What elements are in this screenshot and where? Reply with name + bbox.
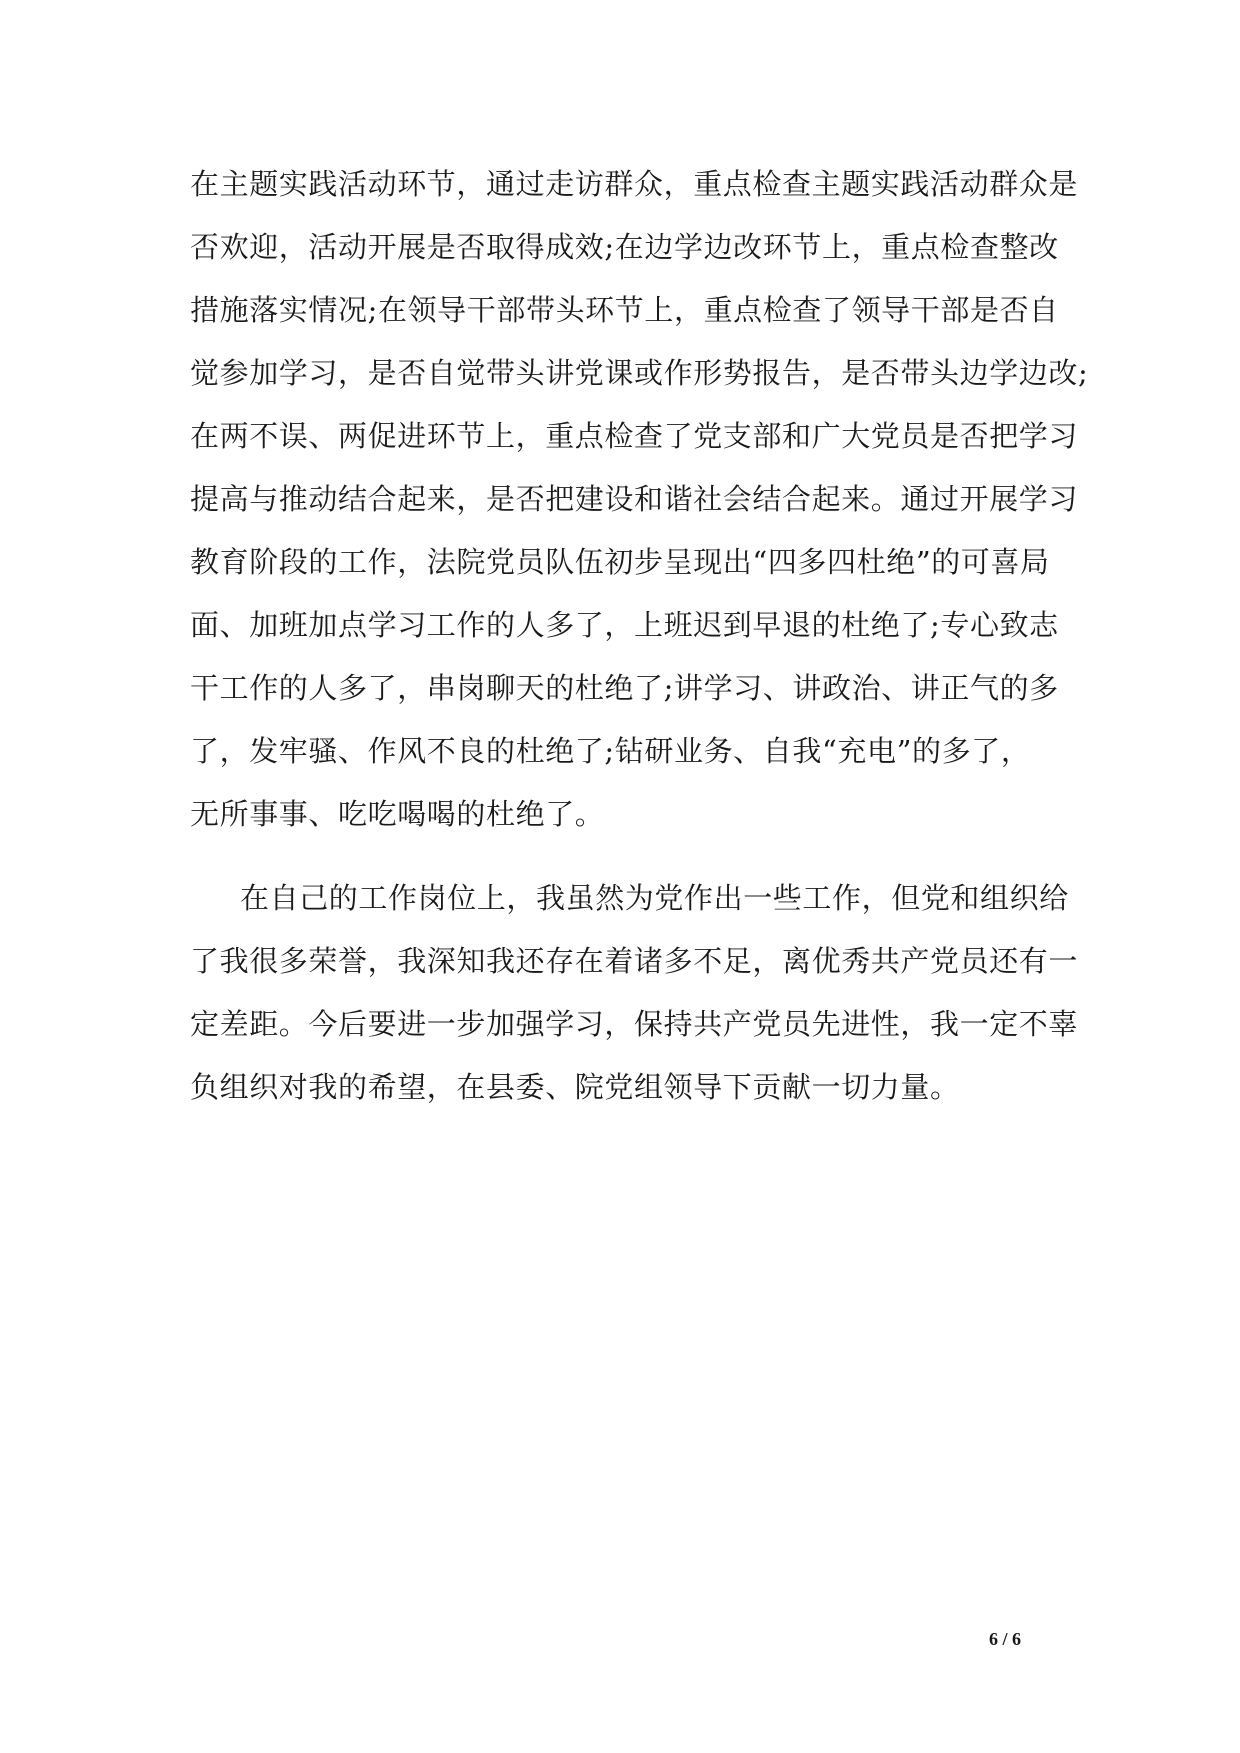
paragraph-1-line-2: 否欢迎，活动开展是否取得成效;在边学边改环节上，重点检查整改 [190,230,1059,264]
paragraph-1-line-10: 了，发牢骚、作风不良的杜绝了;钻研业务、自我“充电”的多了， [190,734,1031,768]
paragraph-1-line-3: 措施落实情况;在领导干部带头环节上，重点检查了领导干部是否自 [190,293,1059,327]
paragraph-1-line-11: 无所事事、吃吃喝喝的杜绝了。 [190,797,605,831]
paragraph-1-line-9: 干工作的人多了，串岗聊天的杜绝了;讲学习、讲政治、讲正气的多 [190,671,1059,705]
paragraph-2-line-4: 负组织对我的希望，在县委、院党组领导下贡献一切力量。 [190,1070,960,1104]
paragraph-1-line-8: 面、加班加点学习工作的人多了，上班迟到早退的杜绝了;专心致志 [190,608,1059,642]
paragraph-1-line-6: 提高与推动结合起来，是否把建设和谐社会结合起来。通过开展学习 [190,482,1079,516]
paragraph-1-line-7: 教育阶段的工作，法院党员队伍初步呈现出“四多四杜绝”的可喜局 [190,545,1050,579]
paragraph-1-line-5: 在两不误、两促进环节上，重点检查了党支部和广大党员是否把学习 [190,419,1079,453]
paragraph-2-line-2: 了我很多荣誉，我深知我还存在着诸多不足，离优秀共产党员还有一 [190,944,1079,978]
page-number: 6 / 6 [988,1629,1021,1649]
paragraph-1-line-1: 在主题实践活动环节，通过走访群众，重点检查主题实践活动群众是 [190,167,1079,201]
paragraph-2-line-3: 定差距。今后要进一步加强学习，保持共产党员先进性，我一定不辜 [190,1007,1079,1041]
paragraph-1-line-4: 觉参加学习，是否自觉带头讲党课或作形势报告，是否带头边学边改; [190,356,1089,390]
paragraph-2-line-1: 在自己的工作岗位上，我虽然为党作出一些工作，但党和组织给 [240,881,1069,915]
